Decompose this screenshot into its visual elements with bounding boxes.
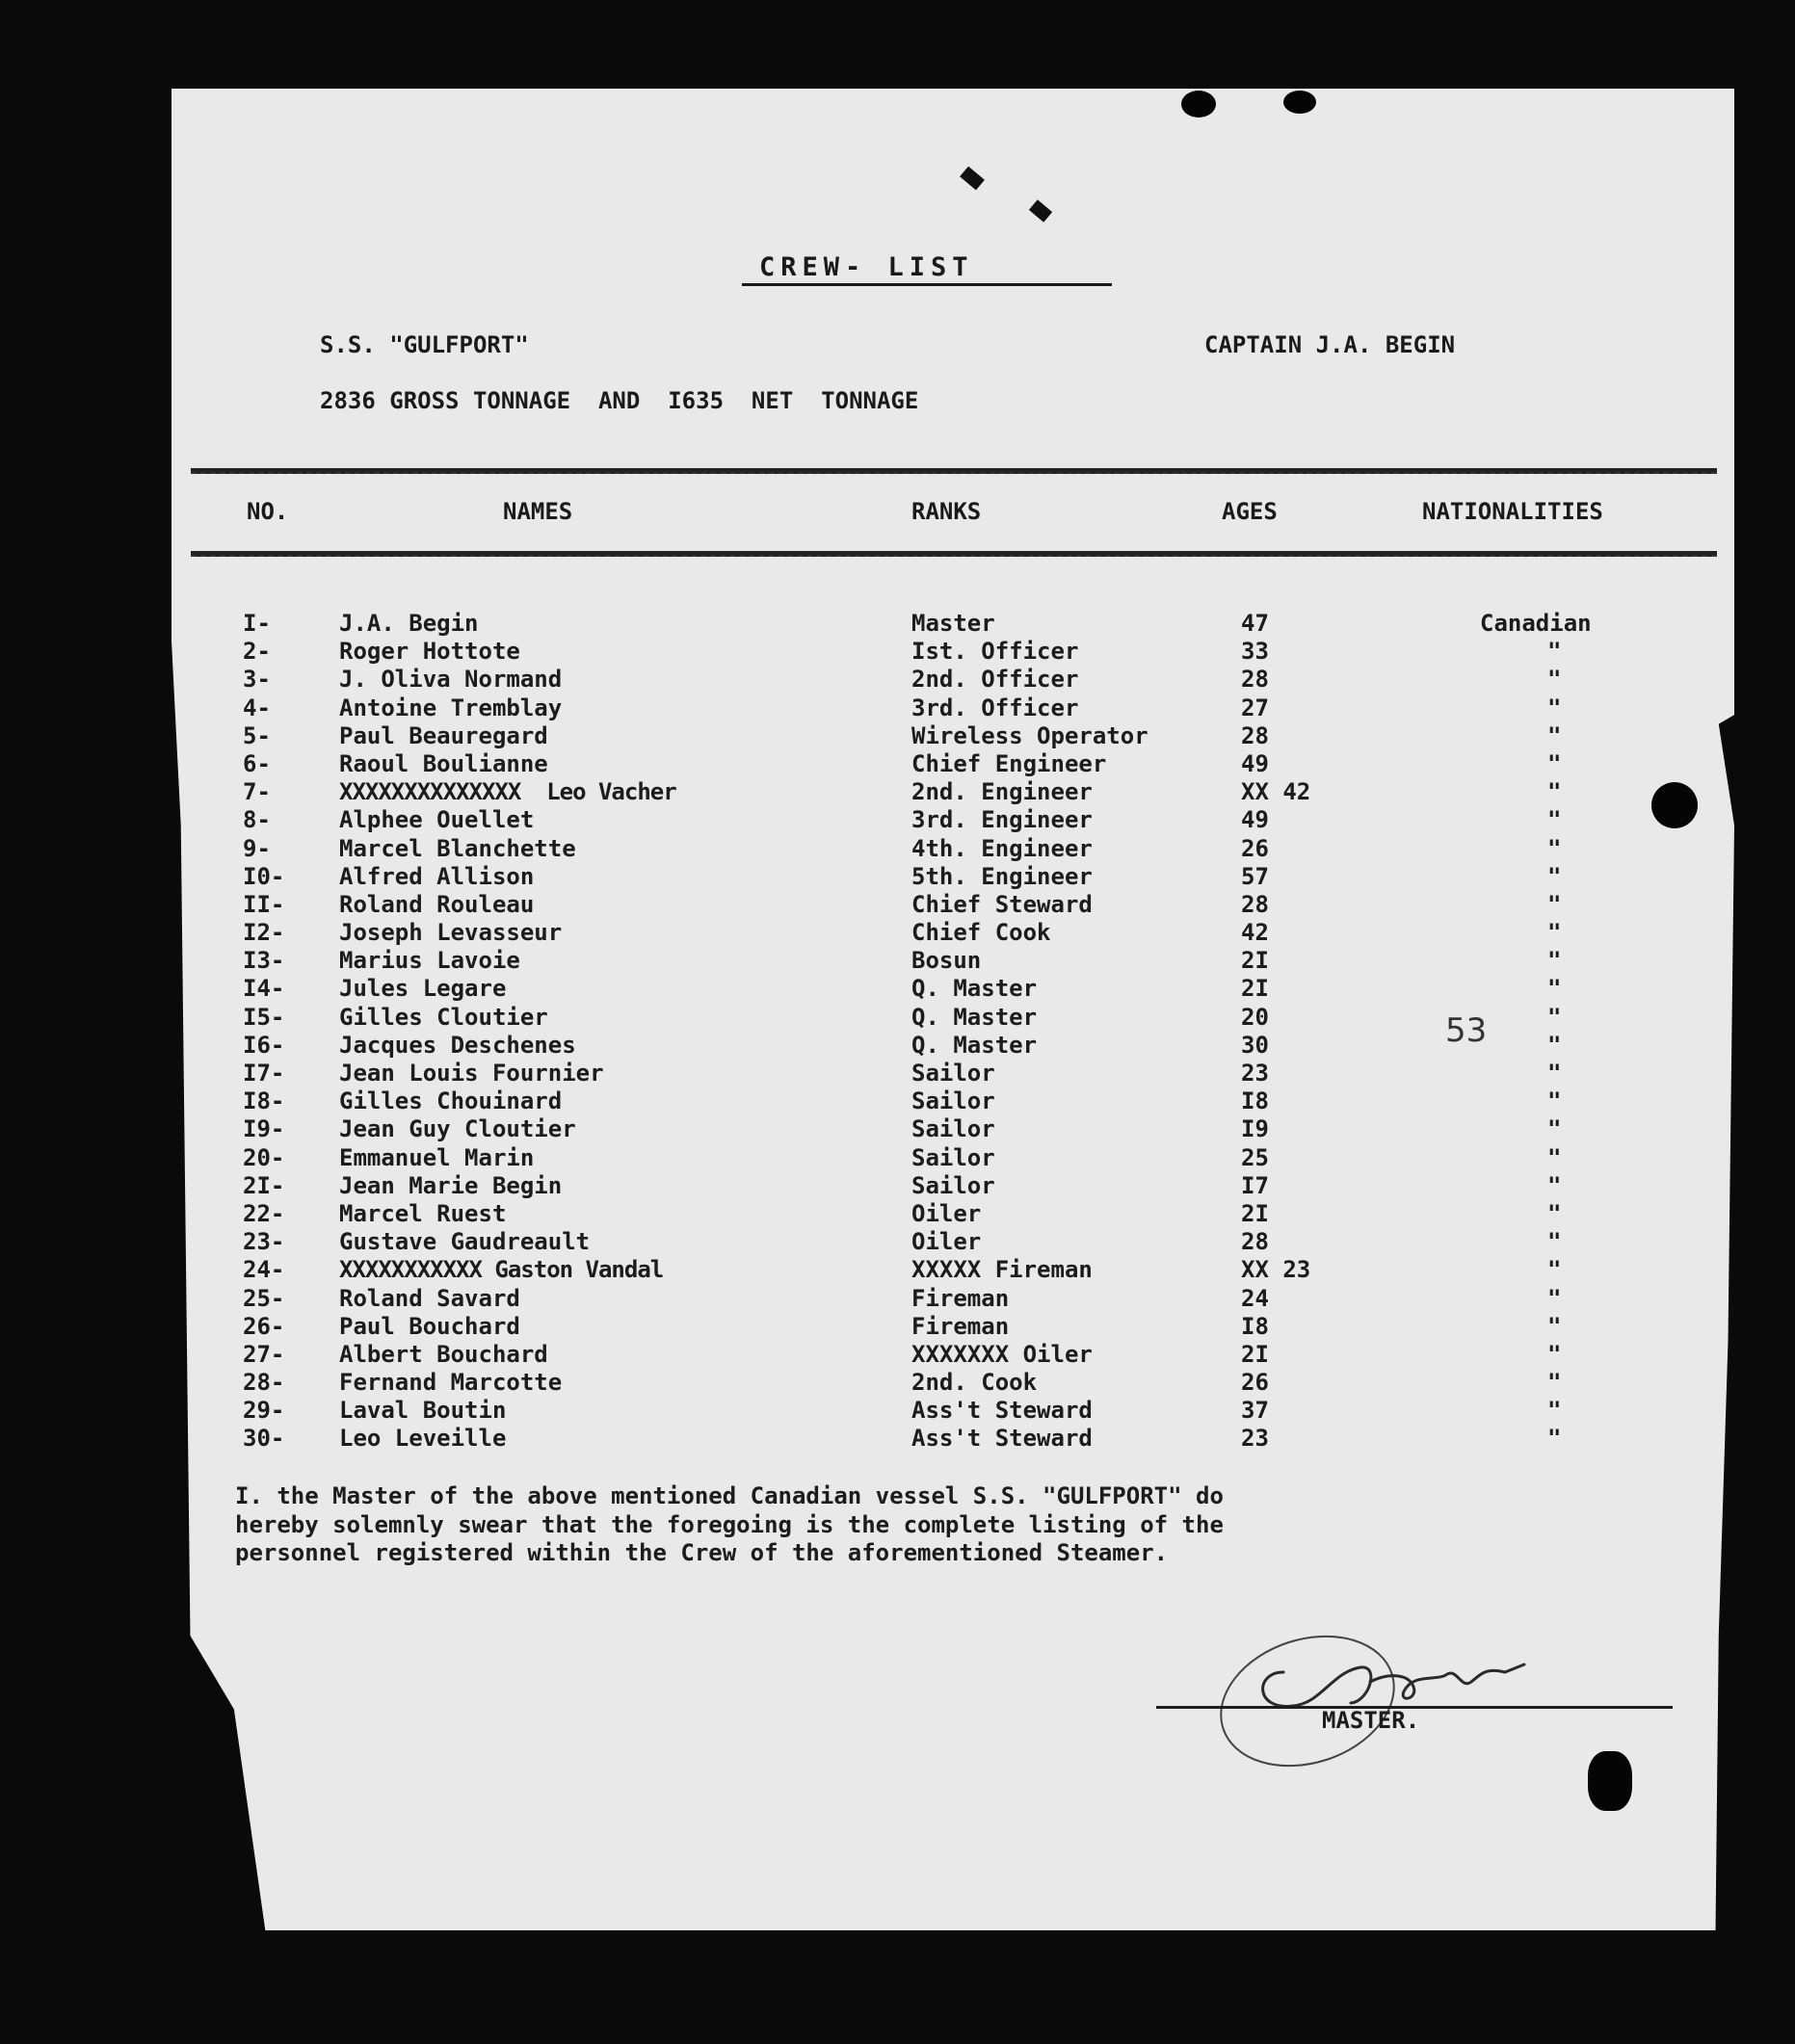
crew-no: I9- [243,1115,285,1143]
crew-row [0,806,1795,834]
crew-nationality: " [1547,666,1562,694]
crew-no: 9- [243,834,271,862]
crew-age: XX 23 [1241,1256,1311,1284]
punch-hole-top-right [1283,91,1316,114]
crew-nationality: " [1547,834,1562,862]
crew-age: 30 [1241,1031,1269,1059]
crew-age: 2I [1241,947,1269,975]
column-header-ages: AGES [1222,498,1278,525]
crew-age: 2I [1241,1199,1269,1227]
crew-rank: Oiler [911,1199,982,1227]
crew-nationality: " [1547,1397,1562,1425]
crew-no: 28- [243,1369,285,1397]
crew-name: Alfred Allison [339,862,535,890]
crew-row [0,1285,1795,1313]
crew-name: XXXXXXXXXXX Gaston Vandal [339,1256,664,1284]
crew-row [0,750,1795,778]
crew-name: XXXXXXXXXXXXXX Leo Vacher [339,778,676,806]
crew-rank: Fireman [911,1312,1010,1340]
crew-no: 22- [243,1199,285,1227]
crew-nationality: " [1547,1369,1562,1397]
ship-name: S.S. "GULFPORT" [320,331,529,358]
crew-row [0,722,1795,750]
crew-no: 27- [243,1340,285,1368]
crew-age: 20 [1241,1003,1269,1031]
crew-nationality: " [1547,1284,1562,1312]
crew-rank: Ist. Officer [911,638,1079,666]
crew-age: 23 [1241,1425,1269,1453]
crew-name: Roger Hottote [339,638,520,666]
crew-row [0,1425,1795,1453]
crew-no: 2- [243,638,271,666]
column-header-no: NO. [247,498,289,525]
punch-hole-top [1181,91,1216,118]
crew-name: Jules Legare [339,975,507,1003]
crew-nationality: " [1547,1312,1562,1340]
crew-nationality: " [1547,1115,1562,1143]
crew-no: I6- [243,1031,285,1059]
crew-row [0,1088,1795,1115]
crew-rank: Bosun [911,947,982,975]
crew-nationality: " [1547,1340,1562,1368]
crew-row [0,919,1795,947]
crew-name: Gilles Cloutier [339,1003,548,1031]
crew-rank: Chief Engineer [911,749,1107,777]
crew-no: I2- [243,919,285,947]
crew-rank: Sailor [911,1060,995,1087]
crew-row [0,1369,1795,1397]
crew-row [0,1397,1795,1425]
crew-name: Paul Bouchard [339,1312,520,1340]
crew-row [0,975,1795,1003]
crew-rank: 5th. Engineer [911,862,1093,890]
master-oath [235,1482,1565,1568]
crew-no: 30- [243,1425,285,1453]
crew-row [0,1341,1795,1369]
crew-rank: Sailor [911,1115,995,1143]
crew-nationality: " [1547,1199,1562,1227]
crew-nationality: " [1547,975,1562,1003]
crew-rank: XXXXX Fireman [911,1256,1093,1284]
crew-nationality: " [1547,1425,1562,1453]
crew-row [0,1256,1795,1284]
crew-nationality: " [1547,806,1562,834]
crew-row [0,1032,1795,1060]
crew-row [0,666,1795,694]
crew-no: II- [243,890,285,918]
crew-row [0,1313,1795,1341]
crew-no: I- [243,610,271,637]
crew-rank: XXXXXXX Oiler [911,1340,1093,1368]
crew-nationality: " [1547,1171,1562,1199]
crew-rank: 3rd. Engineer [911,806,1093,834]
crew-age: 25 [1241,1143,1269,1171]
crew-no: 25- [243,1284,285,1312]
crew-no: 4- [243,694,271,721]
crew-nationality: " [1547,1256,1562,1284]
crew-name: Jacques Deschenes [339,1031,576,1059]
column-header-nationalities: NATIONALITIES [1422,498,1603,525]
crew-no: I5- [243,1003,285,1031]
crew-row [0,1172,1795,1200]
header-rule-bottom [191,551,1717,557]
crew-name: Jean Louis Fournier [339,1060,604,1087]
document-title: CREW- LIST [759,252,974,282]
crew-name: Albert Bouchard [339,1340,548,1368]
crew-name: Paul Beauregard [339,721,548,749]
crew-name: Antoine Tremblay [339,694,563,721]
crew-no: 24- [243,1256,285,1284]
crew-no: 8- [243,806,271,834]
crew-name: Marius Lavoie [339,947,520,975]
crew-row [0,1144,1795,1172]
captain-name: CAPTAIN J.A. BEGIN [1204,331,1456,358]
crew-age: 42 [1241,919,1269,947]
crew-age: 24 [1241,1284,1269,1312]
crew-name: Raoul Boulianne [339,749,548,777]
crew-nationality: " [1547,1088,1562,1115]
crew-nationality: " [1547,862,1562,890]
crew-age: I8 [1241,1312,1269,1340]
crew-nationality: " [1547,947,1562,975]
crew-no: 5- [243,721,271,749]
crew-row [0,1004,1795,1032]
crew-rank: Wireless Operator [911,721,1148,749]
crew-age: 49 [1241,806,1269,834]
crew-rank: 4th. Engineer [911,834,1093,862]
crew-age: I8 [1241,1088,1269,1115]
crew-age: 57 [1241,862,1269,890]
tonnage-line: 2836 GROSS TONNAGE AND I635 NET TONNAGE [320,387,919,414]
crew-no: 2I- [243,1171,285,1199]
crew-name: Alphee Ouellet [339,806,535,834]
column-header-names: NAMES [503,498,573,525]
crew-age: 37 [1241,1397,1269,1425]
crew-no: 20- [243,1143,285,1171]
crew-nationality: " [1547,919,1562,947]
crew-rank: Q. Master [911,1003,1038,1031]
crew-rank: Sailor [911,1171,995,1199]
master-signature [1216,1614,1582,1769]
crew-age: 33 [1241,638,1269,666]
crew-rank: Chief Steward [911,890,1093,918]
oath-line: personnel registered within the Crew of the aforementioned Steamer. [235,1539,1169,1566]
header-rule-top [191,468,1717,474]
crew-rank: 2nd. Officer [911,666,1079,694]
crew-nationality: " [1547,890,1562,918]
crew-name: Emmanuel Marin [339,1143,535,1171]
crew-no: I7- [243,1060,285,1087]
crew-nationality: " [1547,778,1562,806]
crew-name: J.A. Begin [339,610,479,637]
master-label: MASTER. [1322,1707,1420,1734]
crew-row [0,891,1795,919]
crew-age: 28 [1241,1228,1269,1256]
crew-name: Gustave Gaudreault [339,1228,591,1256]
crew-row [0,638,1795,666]
crew-rank: 2nd. Cook [911,1369,1038,1397]
crew-nationality: " [1547,1031,1562,1059]
crew-rank: Sailor [911,1143,995,1171]
crew-rank: Ass't Steward [911,1397,1093,1425]
crew-nationality: " [1547,749,1562,777]
crew-nationality: " [1547,1003,1562,1031]
oath-line: hereby solemnly swear that the foregoing is the complete listing of the [235,1510,1224,1538]
crew-rank: Fireman [911,1284,1010,1312]
crew-rank: Oiler [911,1228,982,1256]
crew-name: J. Oliva Normand [339,666,563,694]
crew-rank: Master [911,610,995,637]
punch-hole-bottom-right [1588,1751,1632,1811]
crew-name: Fernand Marcotte [339,1369,563,1397]
crew-nationality: " [1547,694,1562,721]
crew-rank: Q. Master [911,975,1038,1003]
crew-name: Joseph Levasseur [339,919,563,947]
crew-age: 47 [1241,610,1269,637]
crew-no: 3- [243,666,271,694]
crew-age: 27 [1241,694,1269,721]
crew-name: Gilles Chouinard [339,1088,563,1115]
crew-age: 26 [1241,834,1269,862]
crew-nationality: " [1547,638,1562,666]
crew-name: Marcel Ruest [339,1199,507,1227]
column-header-ranks: RANKS [911,498,982,525]
crew-name: Jean Guy Cloutier [339,1115,576,1143]
crew-row [0,1115,1795,1143]
crew-row [0,778,1795,806]
crew-name: Roland Rouleau [339,890,535,918]
crew-row [0,1060,1795,1088]
crew-row [0,863,1795,891]
crew-age: 26 [1241,1369,1269,1397]
crew-row [0,1200,1795,1228]
crew-name: Marcel Blanchette [339,834,576,862]
crew-nationality: " [1547,1228,1562,1256]
crew-rank: Q. Master [911,1031,1038,1059]
crew-no: 6- [243,749,271,777]
crew-name: Laval Boutin [339,1397,507,1425]
crew-row [0,694,1795,722]
marginal-note: 53 [1445,1011,1488,1050]
crew-row [0,947,1795,975]
crew-nationality: " [1547,721,1562,749]
crew-age: 28 [1241,890,1269,918]
crew-no: I3- [243,947,285,975]
crew-age: 28 [1241,721,1269,749]
oath-line: I. the Master of the above mentioned Canadian vessel S.S. "GULFPORT" do [235,1482,1224,1509]
crew-no: I4- [243,975,285,1003]
crew-age: 49 [1241,749,1269,777]
crew-rank: Ass't Steward [911,1425,1093,1453]
crew-age: XX 42 [1241,778,1311,806]
crew-age: I7 [1241,1171,1269,1199]
crew-name: Roland Savard [339,1284,520,1312]
crew-nationality: " [1547,1143,1562,1171]
crew-age: 2I [1241,975,1269,1003]
crew-nationality: Canadian [1480,610,1592,637]
crew-table [0,610,1795,1454]
crew-row [0,835,1795,863]
crew-no: I8- [243,1088,285,1115]
crew-name: Leo Leveille [339,1425,507,1453]
crew-no: 29- [243,1397,285,1425]
crew-no: 23- [243,1228,285,1256]
crew-rank: Sailor [911,1088,995,1115]
crew-rank: Chief Cook [911,919,1051,947]
crew-no: I0- [243,862,285,890]
crew-name: Jean Marie Begin [339,1171,563,1199]
title-underline [742,283,1112,286]
crew-row [0,1228,1795,1256]
crew-no: 7- [243,778,271,806]
crew-rank: 2nd. Engineer [911,778,1093,806]
crew-age: I9 [1241,1115,1269,1143]
crew-nationality: " [1547,1060,1562,1087]
crew-age: 28 [1241,666,1269,694]
crew-age: 23 [1241,1060,1269,1087]
crew-row [0,610,1795,638]
crew-rank: 3rd. Officer [911,694,1079,721]
crew-age: 2I [1241,1340,1269,1368]
crew-no: 26- [243,1312,285,1340]
